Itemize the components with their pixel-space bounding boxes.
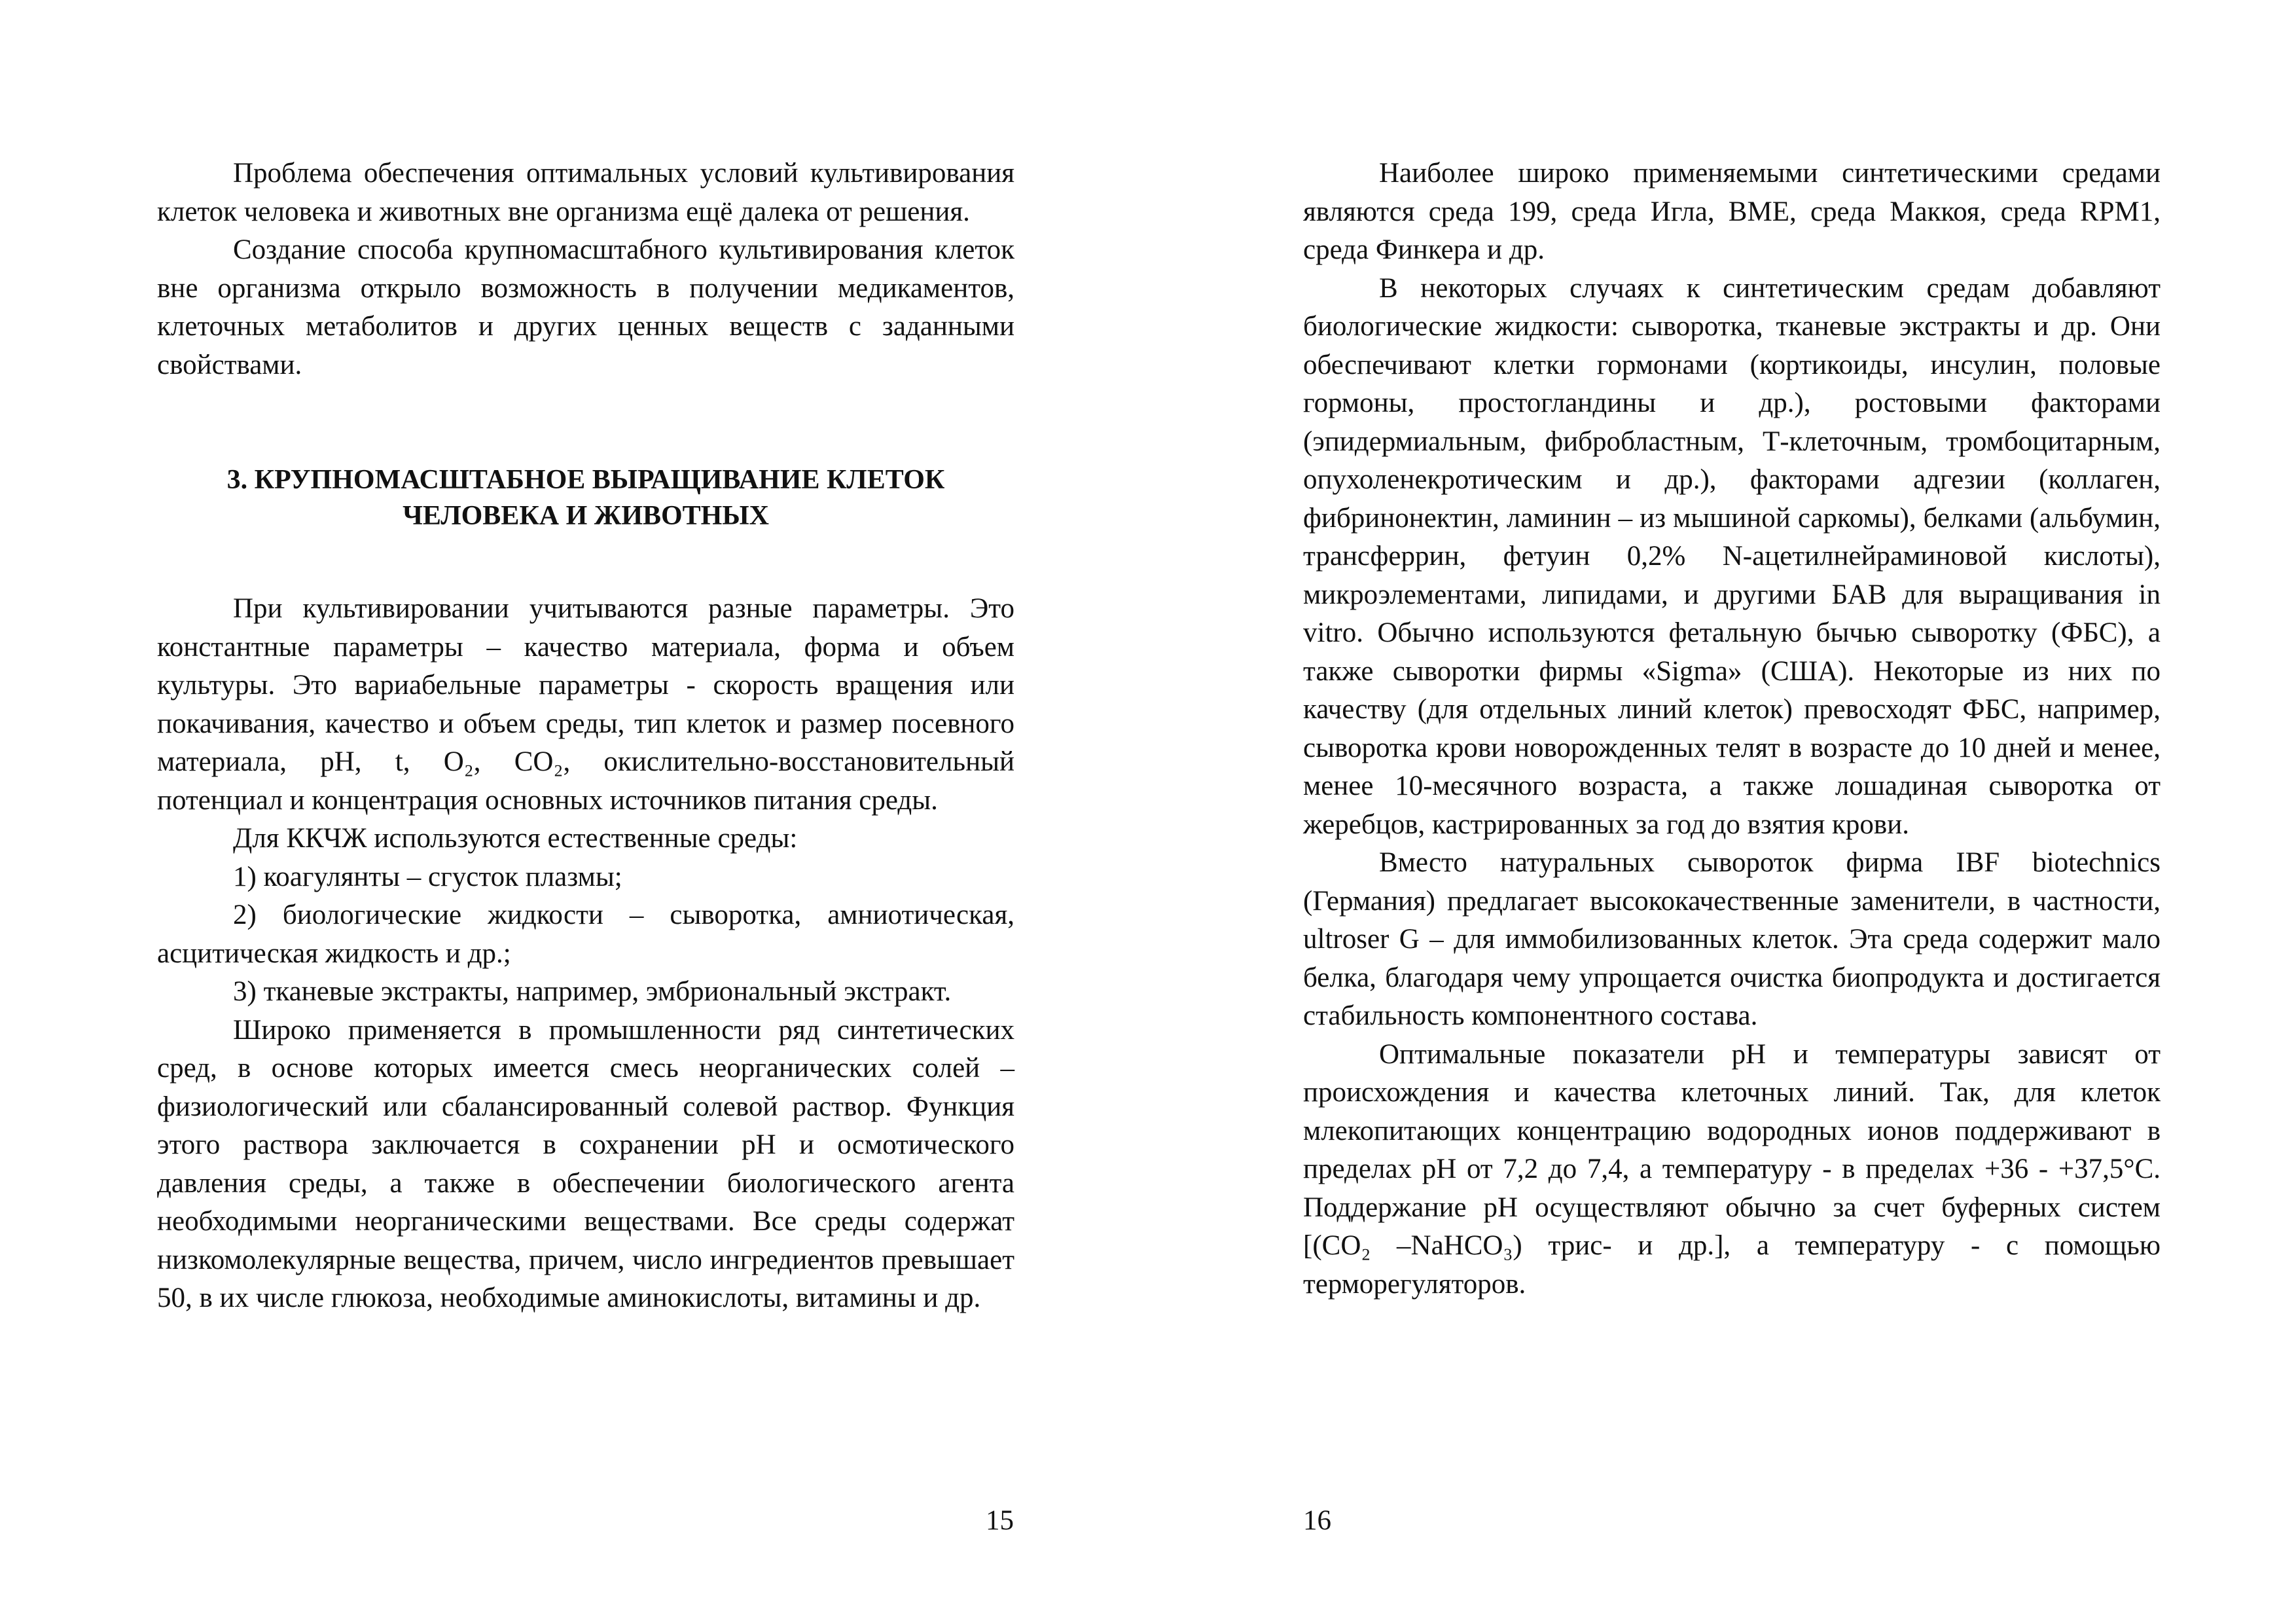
paragraph: Оптимальные показатели pH и температуры зависят от происхождения и качества клеточных линий. Так, для клеток млекопитающих концентрацию водородных ионов поддерживают в пределах pH от 7,2 до 7,4, а температуру - в пределах +36 - +37,5°С. Поддержание pH осуществляют обычно за счет буферных систем [(CO₂ –NaHCO₃) трис- и др.], а температуру - с помощью терморегуляторов. (1303, 1038, 2161, 1300)
paragraph: Широко применяется в промышленности ряд синтетических сред, в основе которых имеется смесь неорганических солей – физиологический или сбалансированный солевой раствор. Функция этого раствора заключается в сохранении pH и осмотического давления среды, а также в обеспечении биологического агента необходимыми неорганическими веществами. Все среды содержат низкомолекулярные вещества, причем, число ингредиентов превышает 50, в их числе глюкоза, необходимые аминокислоты, витамины и др. (157, 1014, 1014, 1313)
list-item: 3) тканевые экстракты, например, эмбриональный экстракт. (233, 976, 952, 1007)
page-number: 16 (1303, 1505, 1331, 1536)
paragraph: Проблема обеспечения оптимальных условий культивирования клеток человека и животных вне организма ещё далека от решения. (157, 158, 1014, 227)
paragraph: Для ККЧЖ используются естественные среды: (233, 823, 798, 854)
left-page-text (157, 155, 1014, 1318)
right-page-text (1303, 155, 2161, 1304)
section-heading (157, 462, 1014, 534)
paragraph: При культивировании учитываются разные параметры. Это константные параметры – качество материала, форма и объем культуры. Это вариабельные параметры - скорость вращения или покачивания, качество и объем среды, тип клеток и размер посевного материала, pH, t, O₂, CO₂, окислительно-восстановительный потенциал и концентрация основных источников питания среды. (157, 593, 1014, 816)
section-heading-line-2: ЧЕЛОВЕКА И ЖИВОТНЫХ (403, 501, 769, 531)
list-item: 1) коагулянты – сгусток плазмы; (233, 861, 622, 892)
list-item: 2) биологические жидкости – сыворотка, амниотическая, асцитическая жидкость и др.; (157, 900, 1014, 969)
paragraph: Вместо натуральных сывороток фирма IBF biotechnics (Германия) предлагает высококачественные заменители, в частности, ultroser G – для иммобилизованных клеток. Эта среда содержит мало белка, благодаря чему упрощается очистка биопродукта и достигается стабильность компонентного состава. (1303, 847, 2161, 1031)
page-number: 15 (986, 1505, 1014, 1536)
paragraph: Наиболее широко применяемыми синтетическими средами являются среда 199, среда Игла, BME, среда Маккоя, среда RPM1, среда Финкера и др. (1303, 158, 2161, 265)
right-page (1148, 0, 2296, 1623)
paragraph: Создание способа крупномасштабного культивирования клеток вне организма открыло возможность в получении медикаментов, клеточных метаболитов и других ценных веществ с заданными свойствами. (157, 234, 1014, 380)
section-heading-line-1: 3. КРУПНОМАСШТАБНОЕ ВЫРАЩИВАНИЕ КЛЕТОК (226, 465, 945, 495)
paragraph: В некоторых случаях к синтетическим средам добавляют биологические жидкости: сыворотка, тканевые экстракты и др. Они обеспечивают клетки гормонами (кортикоиды, инсулин, половые гормоны, простогландины и др.), ростовыми факторами (эпидермиальным, фибробластным, Т-клеточным, тромбоцитарным, опухоленекротическим и др.), факторами адгезии (коллаген, фибринонектин, ламинин – из мышиной саркомы), белками (альбумин, трансферрин, фетуин 0,2% N-ацетилнейраминовой кислоты), микроэлементами, липидами, и другими БАВ для выращивания in vitro. Обычно используются фетальную бычью сыворотку (ФБС), а также сыворотки фирмы «Sigma» (США). Некоторые из них по качеству (для отдельных линий клеток) превосходят ФБС, например, сыворотка крови новорожденных телят в возрасте до 10 дней и менее, менее 10-месячного возраста, а также лошадиная сыворотка от жеребцов, кастрированных за год до взятия крови. (1303, 272, 2161, 840)
